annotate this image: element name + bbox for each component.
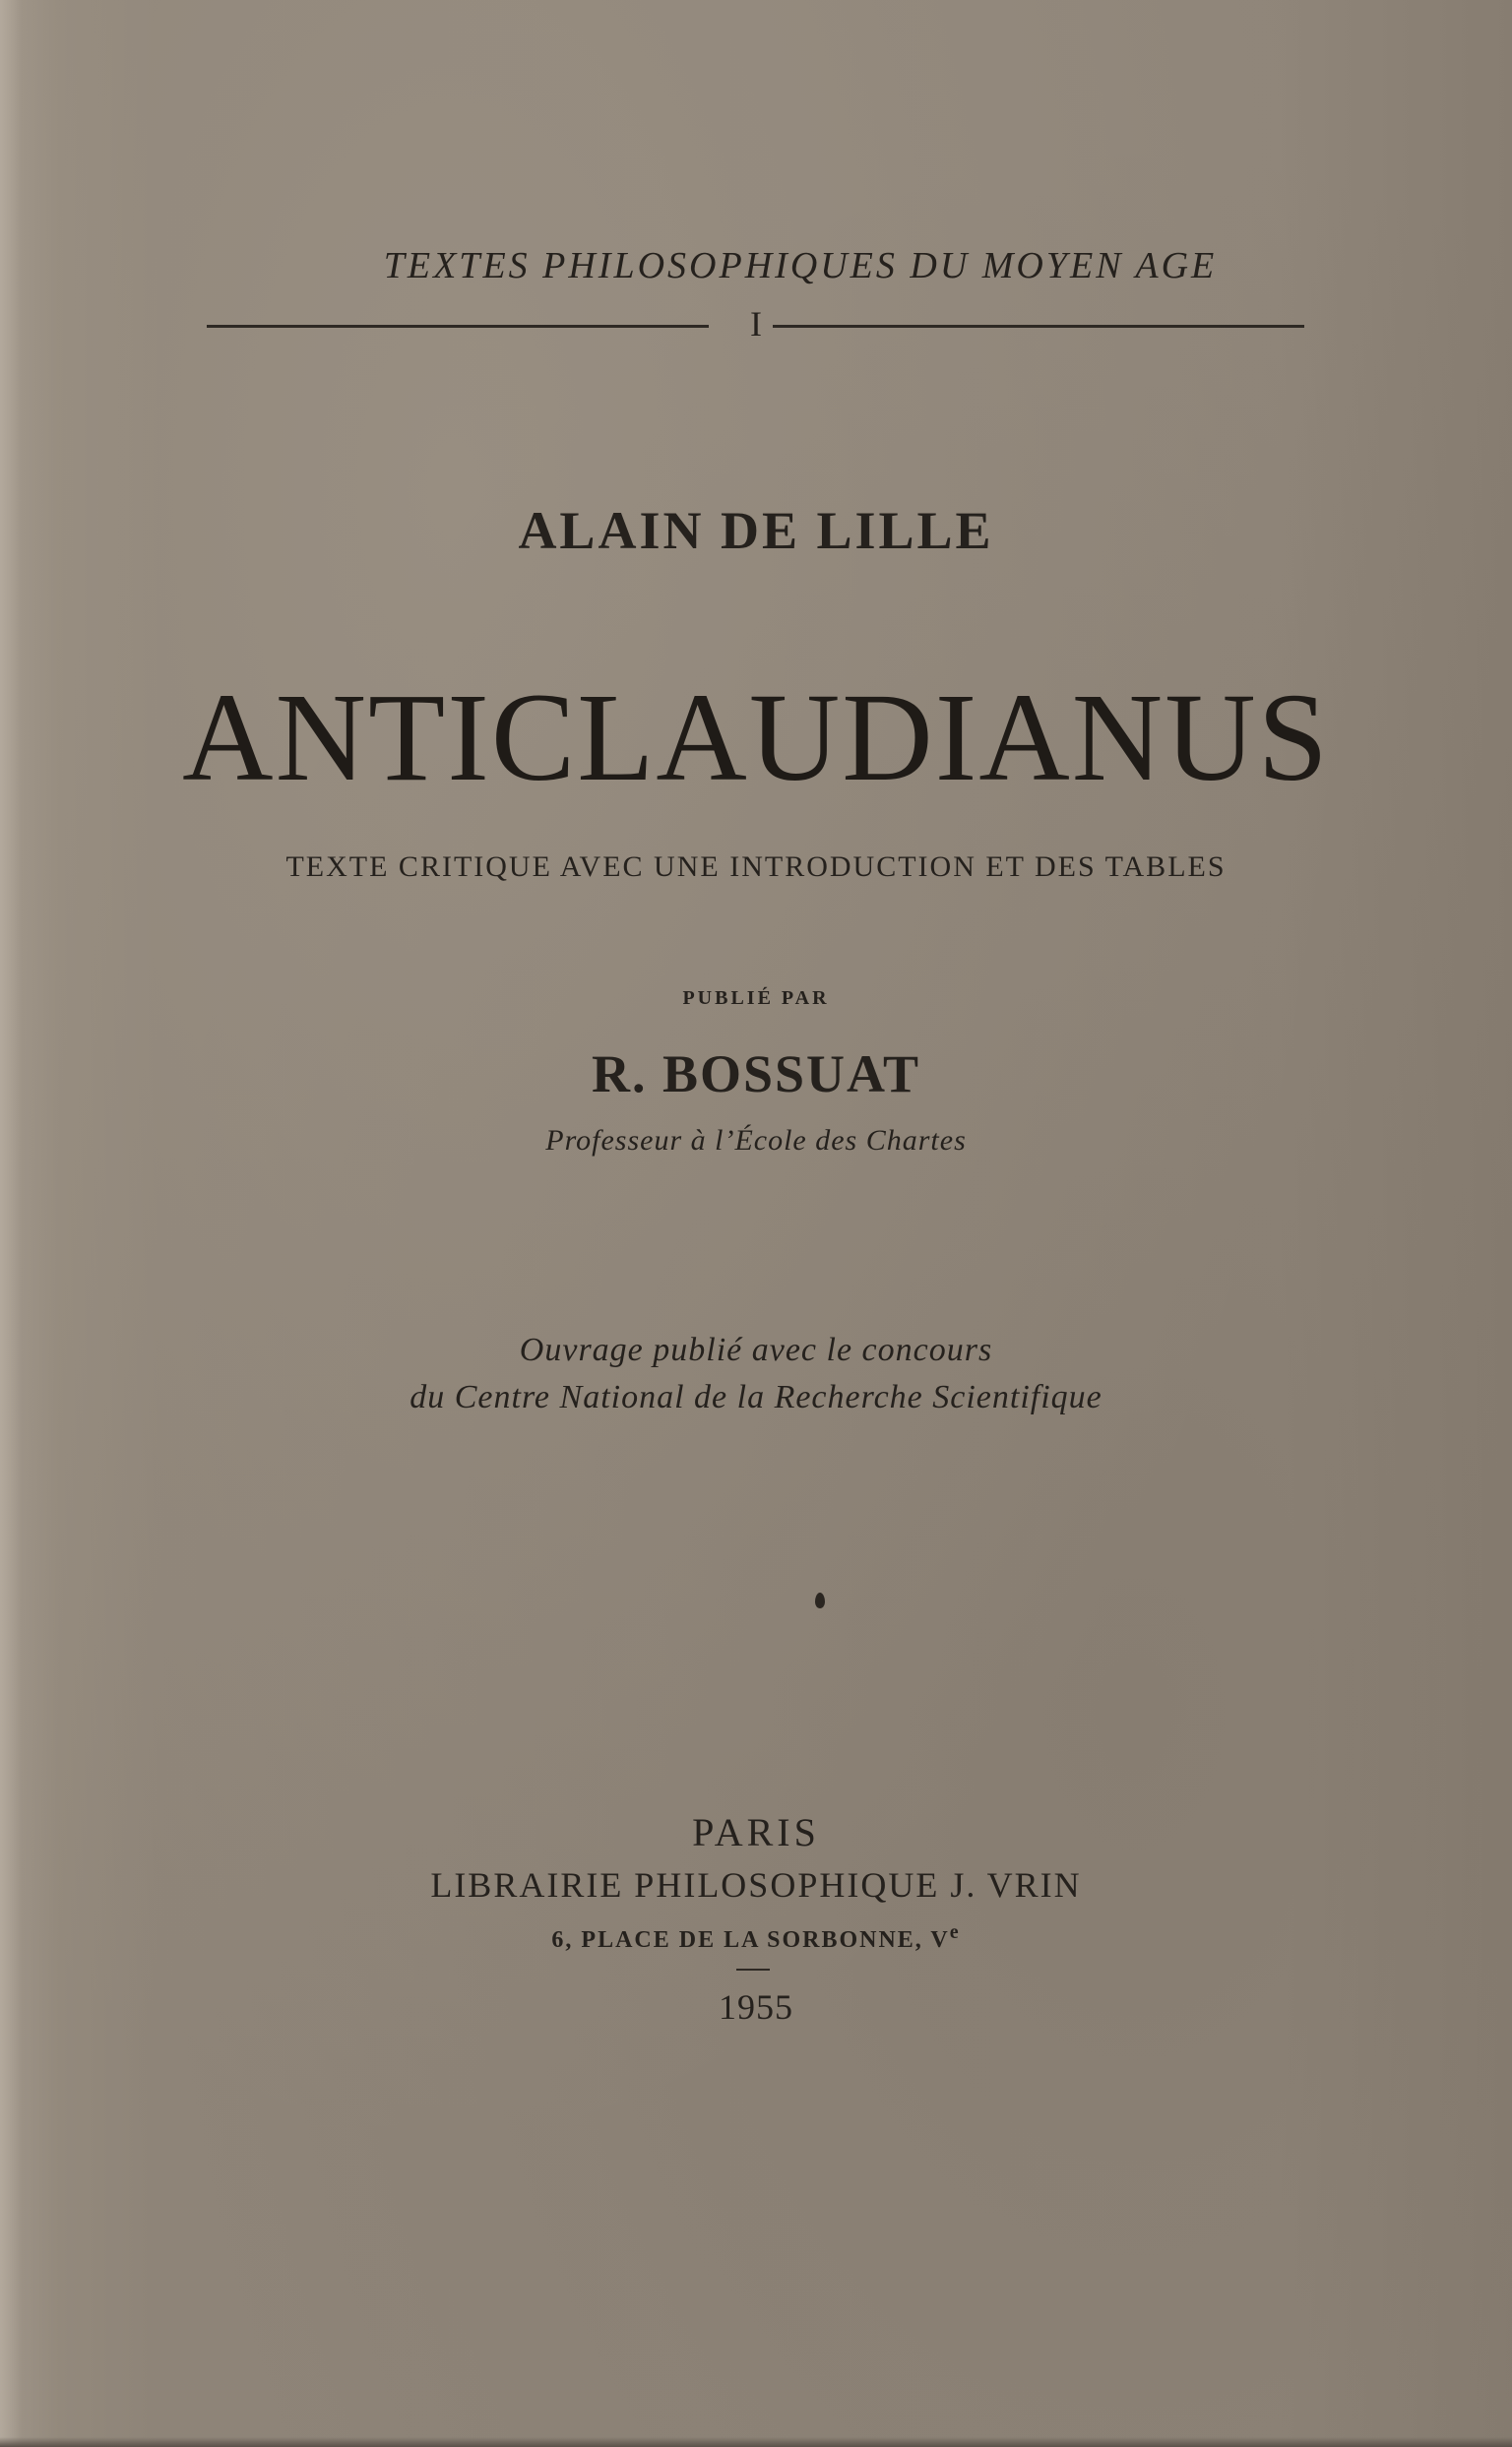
cover-bottom-edge — [0, 2437, 1512, 2447]
imprint-address-suffix: e — [949, 1921, 961, 1943]
book-subtitle: TEXTE CRITIQUE AVEC UNE INTRODUCTION ET DES TABLES — [285, 850, 1227, 883]
imprint-city: PARIS — [692, 1810, 820, 1854]
series-title: TEXTES PHILOSOPHIQUES DU MOYEN AGE — [383, 245, 1218, 286]
editor-name: R. BOSSUAT — [591, 1044, 921, 1103]
ornament-mark — [815, 1593, 825, 1608]
imprint-address — [0, 1921, 1512, 1954]
edited-by-label: PUBLIÉ PAR — [682, 987, 830, 1009]
author-name: ALAIN DE LILLE — [518, 501, 994, 560]
book-title: ANTICLAUDIANUS — [182, 667, 1330, 807]
support-note-line-1: Ouvrage publié avec le concours — [519, 1332, 993, 1368]
imprint-dash — [736, 1969, 770, 1971]
imprint-year: 1955 — [719, 1987, 793, 2027]
imprint-address-text: 6, PLACE DE LA SORBONNE, V — [551, 1927, 950, 1953]
editor-position: Professeur à l’École des Chartes — [545, 1124, 967, 1157]
imprint-publisher: LIBRAIRIE PHILOSOPHIQUE J. VRIN — [430, 1865, 1082, 1905]
series-volume: I — [750, 304, 762, 344]
support-note-line-2: du Centre National de la Recherche Scientifique — [410, 1379, 1102, 1415]
cover-left-edge — [0, 0, 22, 2447]
series-rule-right — [773, 325, 1304, 328]
